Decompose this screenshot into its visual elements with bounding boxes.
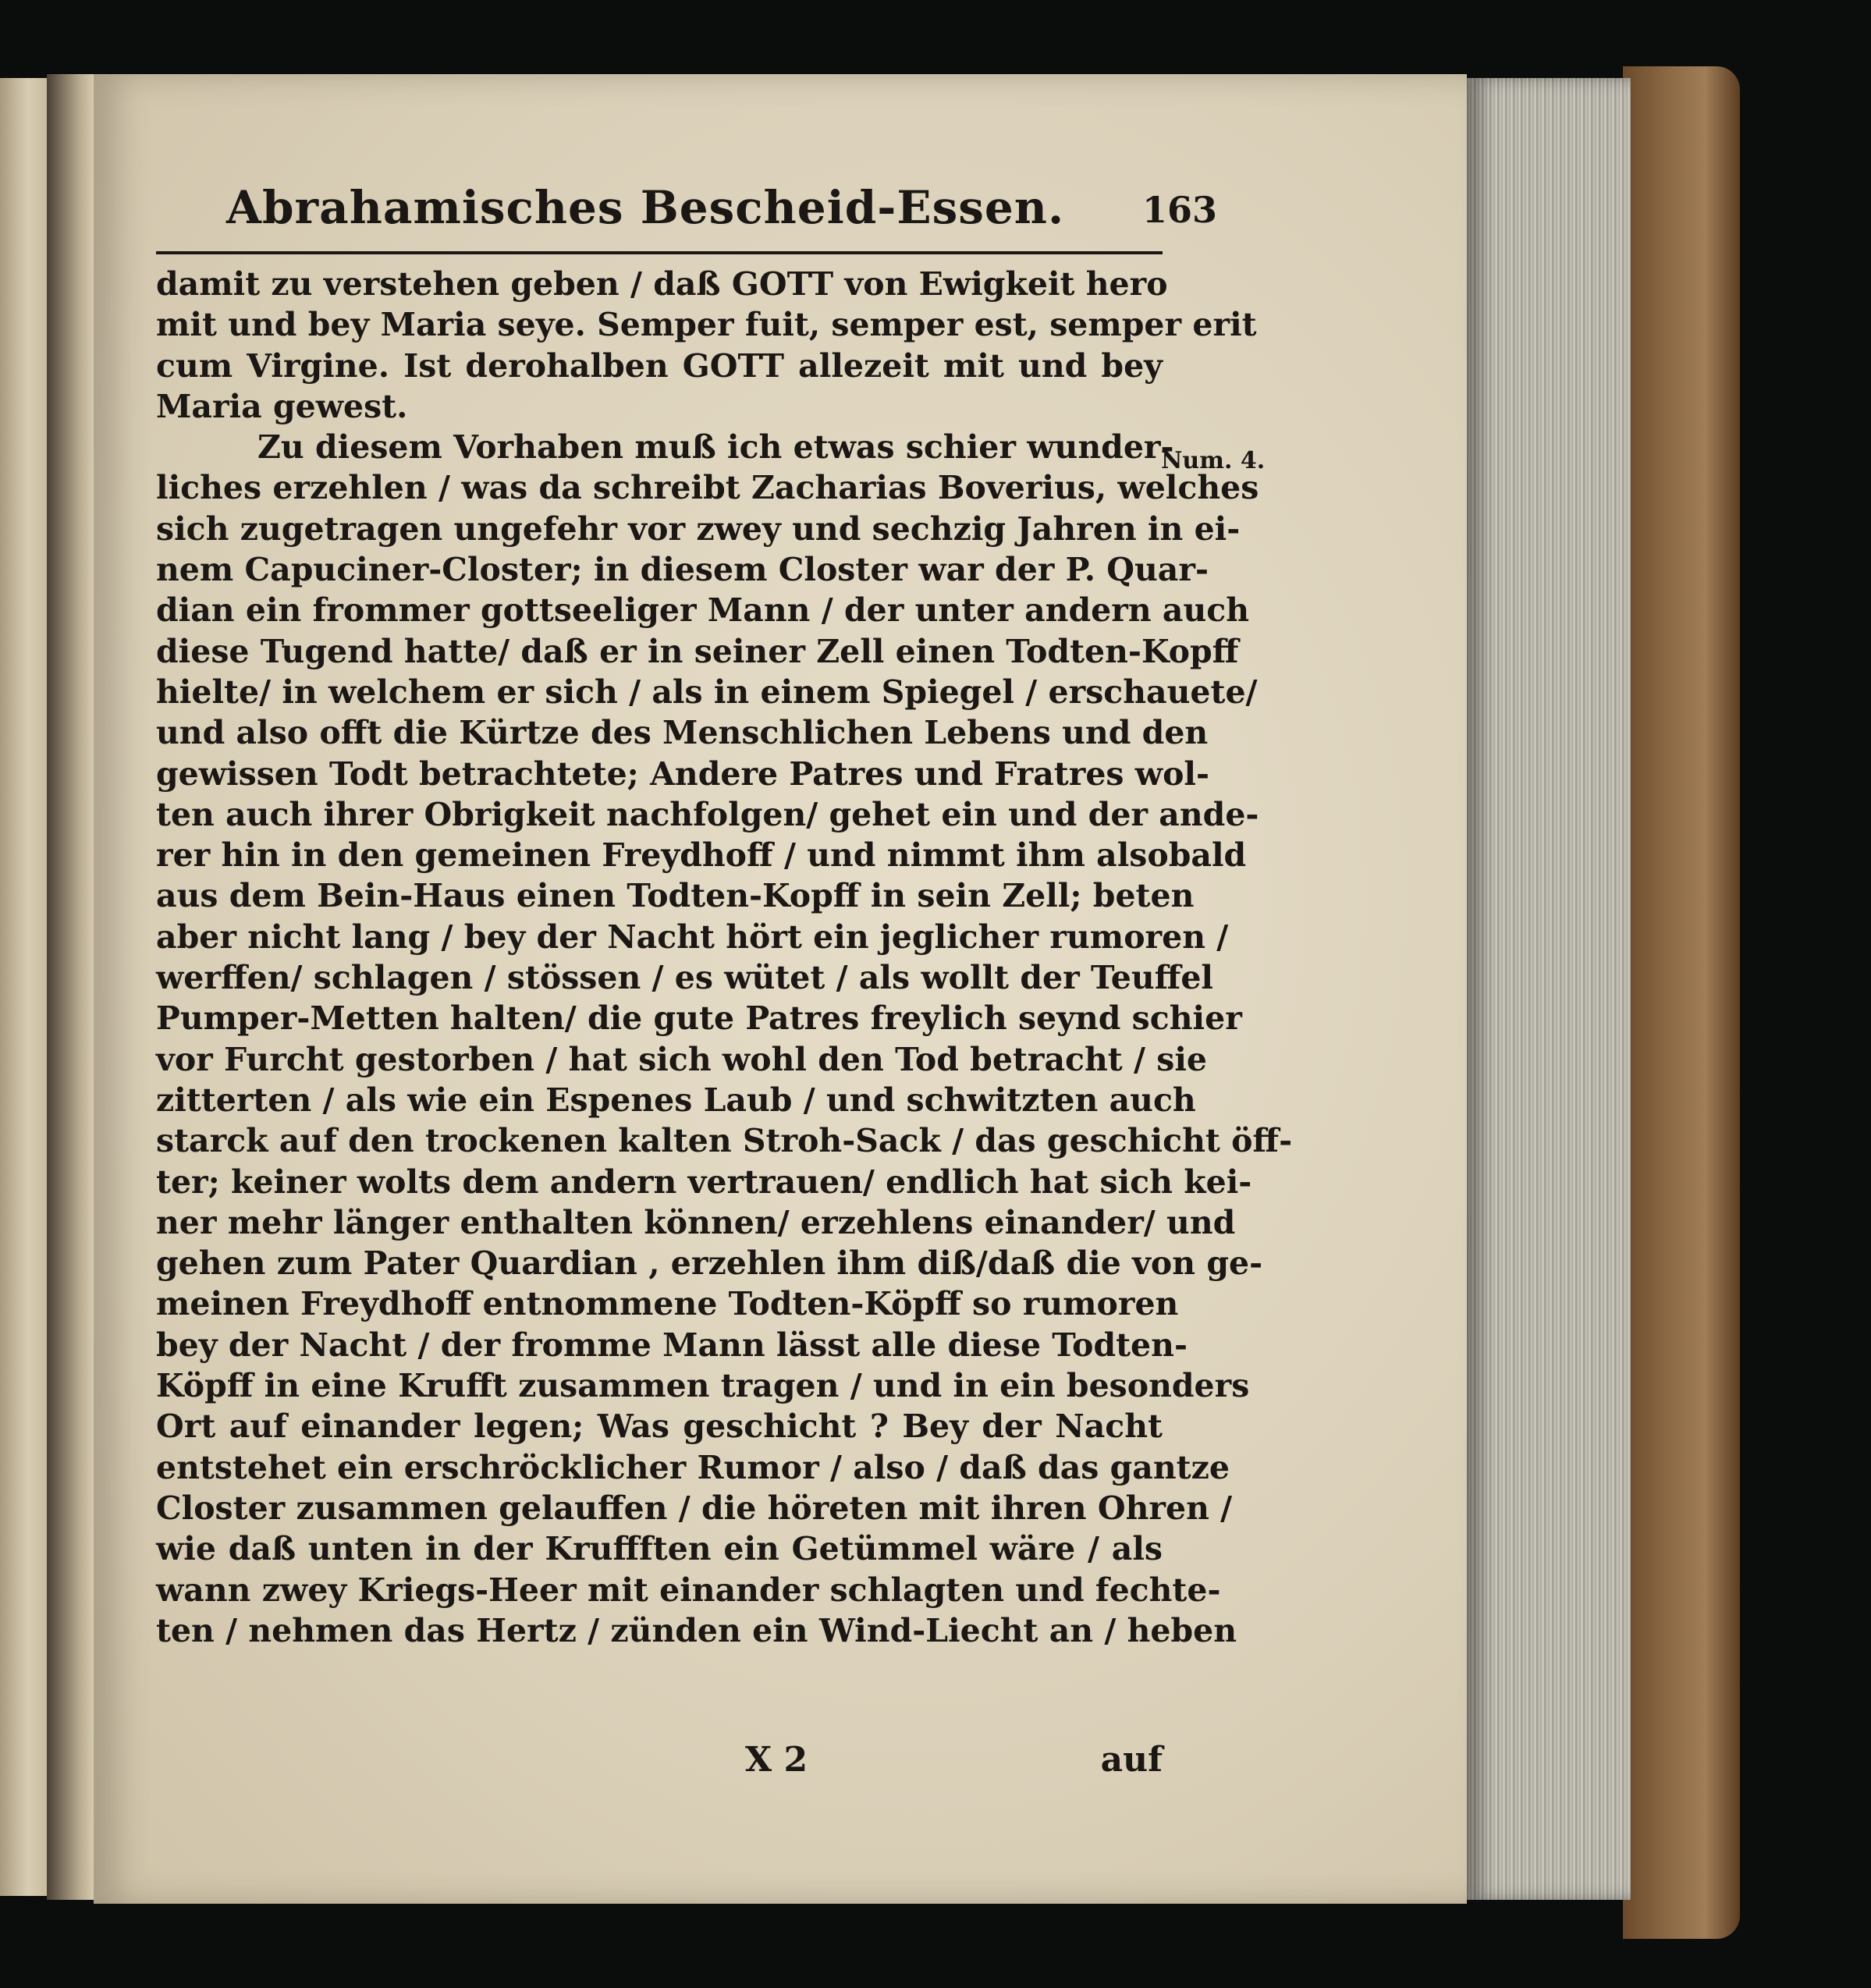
text-line: nem Capuciner-Closter; in diesem Closter war der P. Quar- xyxy=(156,551,1209,589)
facing-page-edge xyxy=(0,78,51,1896)
page-edge-stack xyxy=(1467,78,1631,1900)
text-line: hielte/ in welchem er sich / als in einem Spiegel / erschauete/ xyxy=(156,673,1258,711)
text-line: rer hin in den gemeinen Freydhoff / und nimmt ihm alsobald xyxy=(156,836,1247,875)
text-line: starck auf den trockenen kalten Stroh-Sack / das geschicht öff- xyxy=(156,1122,1293,1160)
text-line: vor Furcht gestorben / hat sich wohl den Tod betracht / sie xyxy=(156,1040,1207,1078)
text-line: diese Tugend hatte/ daß er in seiner Zell einen Todten-Kopff xyxy=(156,632,1239,670)
text-line: entstehet ein erschröcklicher Rumor / also / daß das gantze xyxy=(156,1448,1230,1486)
text-line: und also offt die Kürtze des Menschlichen Lebens und den xyxy=(156,714,1209,752)
text-line: meinen Freydhoff entnommene Todten-Köpff so rumoren xyxy=(156,1285,1179,1323)
text-line: Köpff in eine Krufft zusammen tragen / und in ein besonders xyxy=(156,1367,1250,1405)
text-line: Pumper-Metten halten/ die gute Patres freylich seynd schier xyxy=(156,999,1242,1038)
catchword: auf xyxy=(1100,1740,1163,1780)
text-line: sich zugetragen ungefehr vor zwey und sechzig Jahren in ei- xyxy=(156,509,1241,548)
text-line: Maria gewest. xyxy=(156,387,408,425)
text-line: bey der Nacht / der fromme Mann lässt alle diese Todten- xyxy=(156,1326,1188,1364)
page-footer xyxy=(156,1740,1163,1787)
text-line: damit zu verstehen geben / daß GOTT von Ewigkeit hero xyxy=(156,265,1168,303)
text-line: ter; keiner wolts dem andern vertrauen/ endlich hat sich kei- xyxy=(156,1163,1252,1201)
text-line: aus dem Bein-Haus einen Todten-Kopff in sein Zell; beten xyxy=(156,877,1195,915)
margin-note: Num. 4. xyxy=(1161,447,1266,474)
text-line: ten / nehmen das Hertz / zünden ein Wind-Liecht an / heben xyxy=(156,1611,1237,1649)
text-line: wann zwey Kriegs-Heer mit einander schlagten und fechte- xyxy=(156,1571,1221,1609)
running-title: Abrahamisches Bescheid-Essen. xyxy=(226,181,1065,234)
text-line: mit und bey Maria seye. Semper fuit, semper est, semper erit xyxy=(156,306,1257,344)
header-rule xyxy=(156,251,1163,254)
text-line: ten auch ihrer Obrigkeit nachfolgen/ gehet ein und der ande- xyxy=(156,795,1259,833)
gutter-shadow xyxy=(47,74,94,1900)
text-line: werffen/ schlagen / stössen / es wütet / als wollt der Teuffel xyxy=(156,959,1213,997)
text-line: Ort auf einander legen; Was geschicht ? Bey der Nacht xyxy=(156,1408,1163,1446)
text-line: aber nicht lang / bey der Nacht hört ein jeglicher rumoren / xyxy=(156,918,1229,956)
text-line: dian ein frommer gottseeliger Mann / der unter andern auch xyxy=(156,591,1250,630)
text-line: gehen zum Pater Quardian , erzehlen ihm diß/daß die von ge- xyxy=(156,1244,1263,1283)
text-line: gewissen Todt betrachtete; Andere Patres und Fratres wol- xyxy=(156,754,1210,793)
signature-mark: X 2 xyxy=(745,1740,808,1780)
text-line: Zu diesem Vorhaben muß ich etwas schier wunder- xyxy=(257,428,1174,467)
text-line: cum Virgine. Ist derohalben GOTT allezeit mit und bey xyxy=(156,346,1163,385)
text-line: liches erzehlen / was da schreibt Zacharias Boverius, welches xyxy=(156,469,1259,507)
text-line: ner mehr länger enthalten können/ erzehlens einander/ und xyxy=(156,1203,1236,1241)
page-number: 163 xyxy=(1141,189,1217,231)
running-head xyxy=(226,181,1217,243)
text-line: zitterten / als wie ein Espenes Laub / und schwitzten auch xyxy=(156,1081,1196,1119)
text-line: wie daß unten in der Kruffften ein Getümmel wäre / als xyxy=(156,1530,1163,1568)
text-line: Closter zusammen gelauffen / die höreten mit ihren Ohren / xyxy=(156,1489,1233,1527)
leather-cover xyxy=(1623,66,1740,1939)
